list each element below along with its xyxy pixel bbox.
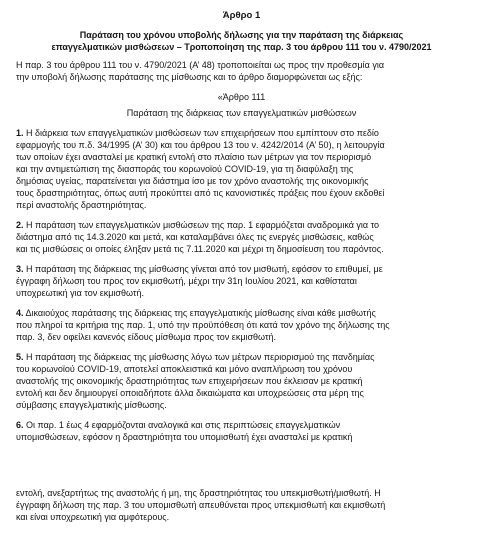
paragraph-1-line-6: τους δραστηριότητας, όπως αυτή προκύπτει από τις κανονιστικές πράξεις που έχουν εκδοθεί xyxy=(16,188,385,198)
paragraph-3-number: 3. xyxy=(16,264,24,274)
paragraph-1-line-7: περί αναστολής δραστηριότητας. xyxy=(16,200,147,210)
paragraph-1-line-5: δημόσιας υγείας, παρατείνεται για διάστημα ίσο με τον χρόνο αναστολής της οικονομικής xyxy=(16,176,369,186)
article-title-line-2: επαγγελματικών μισθώσεων – Τροποποίηση της παρ. 3 του άρθρου 111 του ν. 4790/2021 xyxy=(51,42,432,52)
quoted-article-title: Παράταση της διάρκειας των επαγγελματικών μισθώσεων xyxy=(126,108,357,118)
intro-line-2: την υποβολή δήλωσης παράτασης της μίσθωσης και το άρθρο διαμορφώνεται ως εξής: xyxy=(16,72,363,82)
paragraph-1-line-2: εφαρμογής του π.δ. 34/1995 (Α’ 30) και του άρθρου 13 του ν. 4242/2014 (Α’ 50), η λειτουργία xyxy=(16,140,385,150)
paragraph-6-number: 6. xyxy=(16,420,24,430)
continuation-line-1: εντολή, ανεξαρτήτως της αναστολής ή μη, της δραστηριότητας του υπεκμισθωτή/μισθωτή. Η xyxy=(16,488,381,498)
continuation-line-2: έγγραφη δήλωση της παρ. 3 του υπομισθωτή απευθύνεται προς υπεκμισθωτή και εκμισθωτή xyxy=(16,500,386,510)
paragraph-1-line-1: 1. Η διάρκεια των επαγγελματικών μισθώσεων των επιχειρήσεων που εμπίπτουν στο πεδίο xyxy=(16,128,379,138)
paragraph-5-line-5: σύμβασης επαγγελματικής μίσθωσης. xyxy=(16,400,167,410)
paragraph-2-number: 2. xyxy=(16,220,24,230)
article-title-line-1: Παράταση του χρόνου υποβολής δήλωσης για την παράταση της διάρκειας xyxy=(79,30,404,40)
paragraph-4-line-1: 4. Δικαιούχος παράτασης της διάρκειας της επαγγελματικής μίσθωσης είναι κάθε μισθωτής xyxy=(16,308,376,318)
paragraph-5-line-1: 5. Η παράταση της διάρκειας της μίσθωσης λόγω των μέτρων περιορισμού της πανδημίας xyxy=(16,352,375,362)
paragraph-3-line-1: 3. Η παράταση της διάρκειας της μίσθωσης γίνεται από τον μισθωτή, εφόσον το επιθυμεί, με xyxy=(16,264,383,274)
continuation-line-3: και είναι υποχρεωτική για αμφότερους. xyxy=(16,512,170,522)
paragraph-1-number: 1. xyxy=(16,128,24,138)
paragraph-2-line-3: και τις μισθώσεις οι οποίες έληξαν μετά τις 7.11.2020 και μέχρι τη δημοσίευση του παρόντος. xyxy=(16,244,384,254)
paragraph-5-line-3: αναστολής της οικονομικής δραστηριότητας των επιχειρήσεων που έκλεισαν με κρατική xyxy=(16,376,363,386)
intro-line-1: Η παρ. 3 του άρθρου 111 του ν. 4790/2021 (Α’ 48) τροποποιείται ως προς την προθεσμία για xyxy=(16,60,385,70)
paragraph-1-line-4: και την αντιμετώπιση της διασποράς του κορωνοϊού COVID-19, για τη διαφύλαξη της xyxy=(16,164,354,174)
paragraph-5-number: 5. xyxy=(16,352,24,362)
paragraph-6-line-2: υπομισθώσεων, εφόσον η δραστηριότητα του υπομισθωτή έχει ανασταλεί με κρατική xyxy=(16,432,353,442)
paragraph-3-line-2: έγγραφη δήλωση του προς τον εκμισθωτή, μέχρι την 31η Ιουλίου 2021, και καθίσταται xyxy=(16,276,357,286)
paragraph-4-line-2: που πληροί τα κριτήρια της παρ. 1, υπό την προϋπόθεση ότι κατά τον χρόνο της δήλωσης της xyxy=(16,320,390,330)
paragraph-4-line-3: παρ. 3, δεν οφείλει κανενός είδους μίσθωμα προς τον εκμισθωτή. xyxy=(16,332,277,342)
paragraph-6-line-1: 6. Οι παρ. 1 έως 4 εφαρμόζονται αναλογικά και στις περιπτώσεις επαγγελματικών xyxy=(16,420,341,430)
paragraph-2-line-1: 2. Η παράταση των επαγγελματικών μισθώσεων της παρ. 1 εφαρμόζεται αναδρομικά για το xyxy=(16,220,380,230)
paragraph-5-line-4: εντολή και δεν δημιουργεί οποιαδήποτε άλλα δικαιώματα και υποχρεώσεις στα μέρη της xyxy=(16,388,364,398)
paragraph-1-line-3: των οποίων έχει ανασταλεί με κρατική εντολή στο πλαίσιο των μέτρων για τον περιορισμό xyxy=(16,152,372,162)
paragraph-3-line-3: υποχρεωτική για τον εκμισθωτή. xyxy=(16,288,144,298)
article-heading: Άρθρο 1 xyxy=(222,10,261,21)
paragraph-2-line-2: διάστημα από τις 14.3.2020 και μετά, και καταλαμβάνει όλες τις ενεργές μισθώσεις, καθώς xyxy=(16,232,374,242)
paragraph-5-line-2: του κορωνοϊού COVID-19, αποτελεί αποκλειστικά και μόνο αναπλήρωση του χρόνου xyxy=(16,364,353,374)
quoted-article-heading: «Άρθρο 111 xyxy=(217,92,266,102)
paragraph-4-number: 4. xyxy=(16,308,24,318)
